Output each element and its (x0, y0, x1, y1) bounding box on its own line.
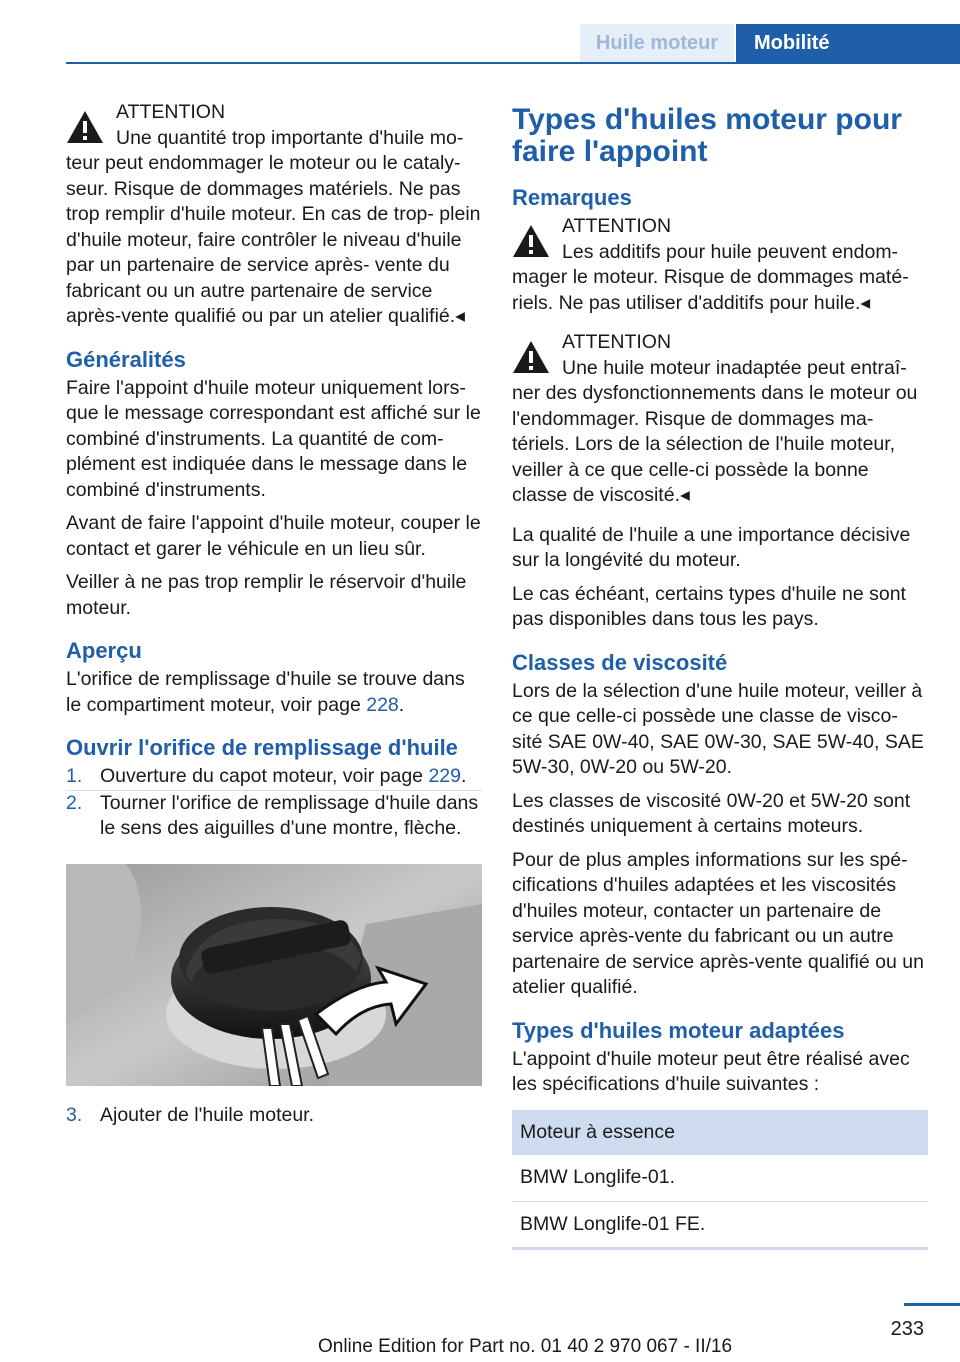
warning-block (512, 214, 928, 316)
step-number: 1. (66, 765, 83, 787)
oil-cap-photo (66, 864, 482, 1086)
step-number: 2. (66, 791, 83, 814)
warning-icon (512, 224, 550, 258)
step-end: . (460, 765, 467, 787)
table-row (512, 1155, 928, 1201)
paragraph: Lors de la sélection d'une huile moteur, veiller à ce que celle-ci possède une classe de visco- sité SAE 0W-40, SAE 0W-30, SAE 5W-40, SAE 5W-30, 0W-20 ou 5W-20. (512, 679, 924, 778)
warning-text-first: Les additifs pour huile peuvent endom- (562, 240, 899, 263)
edition-footer: Online Edition for Part no. 01 40 2 970 067 - II/16 (317, 1336, 733, 1357)
paragraph: Veiller à ne pas trop remplir le réservoir d'huile moteur. (66, 571, 467, 619)
steps-list-continued (66, 1103, 482, 1129)
step-number: 3. (66, 1104, 83, 1126)
heading-generalites: Généralités (66, 346, 186, 372)
paragraph: Avant de faire l'appoint d'huile moteur, couper le contact et garer le véhicule en un lieu sûr. (66, 512, 481, 560)
left-column (66, 100, 482, 1129)
step-text: Tourner l'orifice de remplissage d'huile dans le sens des aiguilles d'une montre, flèche. (100, 791, 479, 839)
header-rule (66, 62, 960, 64)
paragraph: Le cas échéant, certains types d'huile ne sont pas disponibles dans tous les pays. (512, 582, 906, 630)
page-link-228[interactable]: 228 (366, 693, 399, 716)
warning-text-first: Une quantité trop importante d'huile mo- (116, 126, 464, 149)
step-text: Ouverture du capot moteur, voir page (100, 765, 429, 787)
warning-title: ATTENTION (562, 215, 672, 237)
table-cell: BMW Longlife-01 FE. (512, 1201, 928, 1249)
footer-rule (904, 1303, 960, 1306)
warning-title: ATTENTION (116, 101, 226, 123)
apercu-end: . (398, 693, 405, 716)
paragraph: Les classes de viscosité 0W-20 et 5W-20 sont destinés uniquement à certains moteurs. (512, 789, 911, 837)
page-link-229[interactable]: 229 (428, 765, 461, 787)
warning-icon (512, 340, 550, 374)
step-item (66, 790, 482, 842)
warning-text-first: Une huile moteur inadaptée peut entraî- (562, 356, 907, 379)
oil-spec-table (512, 1110, 928, 1251)
apercu-text: L'orifice de remplissage d'huile se trouve dans le compartiment moteur, voir page (66, 668, 465, 716)
warning-block (66, 100, 482, 330)
section-tab[interactable]: Huile moteur (580, 24, 734, 62)
chapter-tab[interactable]: Mobilité (736, 24, 960, 62)
warning-text: teur peut endommager le moteur ou le cataly- seur. Risque de dommages matériels. Ne pas trop remplir d'huile moteur. En cas de trop- plein d'huile moteur, faire contrôler le niveau d'huile par un partenaire de service après- vente du fabricant ou un autre partenaire de service après-vente qualifié ou par un atelier qualifié.◂ (66, 152, 481, 327)
paragraph: Pour de plus amples informations sur les spé- cifications d'huiles adaptées et les viscosités d'huiles moteur, contacter un partenaire de service après-vente du fabricant ou un autre partenaire de service après-vente qualifié ou un atelier qualifié. (512, 848, 924, 998)
page-header (0, 24, 960, 62)
warning-block (512, 330, 928, 509)
paragraph: La qualité de l'huile a une importance décisive sur la longévité du moteur. (512, 523, 911, 571)
table-row (512, 1201, 928, 1249)
table-cell: BMW Longlife-01. (512, 1155, 928, 1201)
page-number: 233 (890, 1318, 924, 1340)
step-text: Ajouter de l'huile moteur. (100, 1104, 315, 1126)
paragraph: Faire l'appoint d'huile moteur uniquement lors- que le message correspondant est affiché sur le combiné d'instruments. La quantité de com- plément est indiquée dans le message dans le combiné d'instruments. (66, 376, 481, 501)
table-header: Moteur à essence (512, 1110, 928, 1156)
heading-viscosite: Classes de viscosité (512, 649, 728, 675)
steps-list (66, 764, 482, 842)
paragraph: L'appoint d'huile moteur peut être réalisé avec les spécifications d'huile suivantes : (512, 1047, 910, 1095)
heading-apercu: Aperçu (66, 638, 142, 663)
heading-adaptees: Types d'huiles moteur adaptées (512, 1017, 845, 1043)
warning-text: mager le moteur. Risque de dommages maté- riels. Ne pas utiliser d'additifs pour huile.◂ (512, 266, 909, 314)
warning-text: ner des dysfonctionnements dans le moteur ou l'endommager. Risque de dommages ma- tériels. Lors de la sélection de l'huile moteur, veiller à ce que celle-ci possède la bonne classe de viscosité.◂ (512, 382, 918, 506)
right-column (512, 100, 928, 1250)
warning-icon (66, 110, 104, 144)
paragraph (66, 667, 482, 718)
heading-remarques: Remarques (512, 185, 632, 210)
warning-title: ATTENTION (562, 331, 672, 353)
heading-ouvrir: Ouvrir l'orifice de remplissage d'huile (66, 735, 458, 760)
page-title: Types d'huiles moteur pour faire l'appoint (512, 103, 902, 168)
step-item (66, 1103, 482, 1129)
step-item (66, 764, 482, 790)
